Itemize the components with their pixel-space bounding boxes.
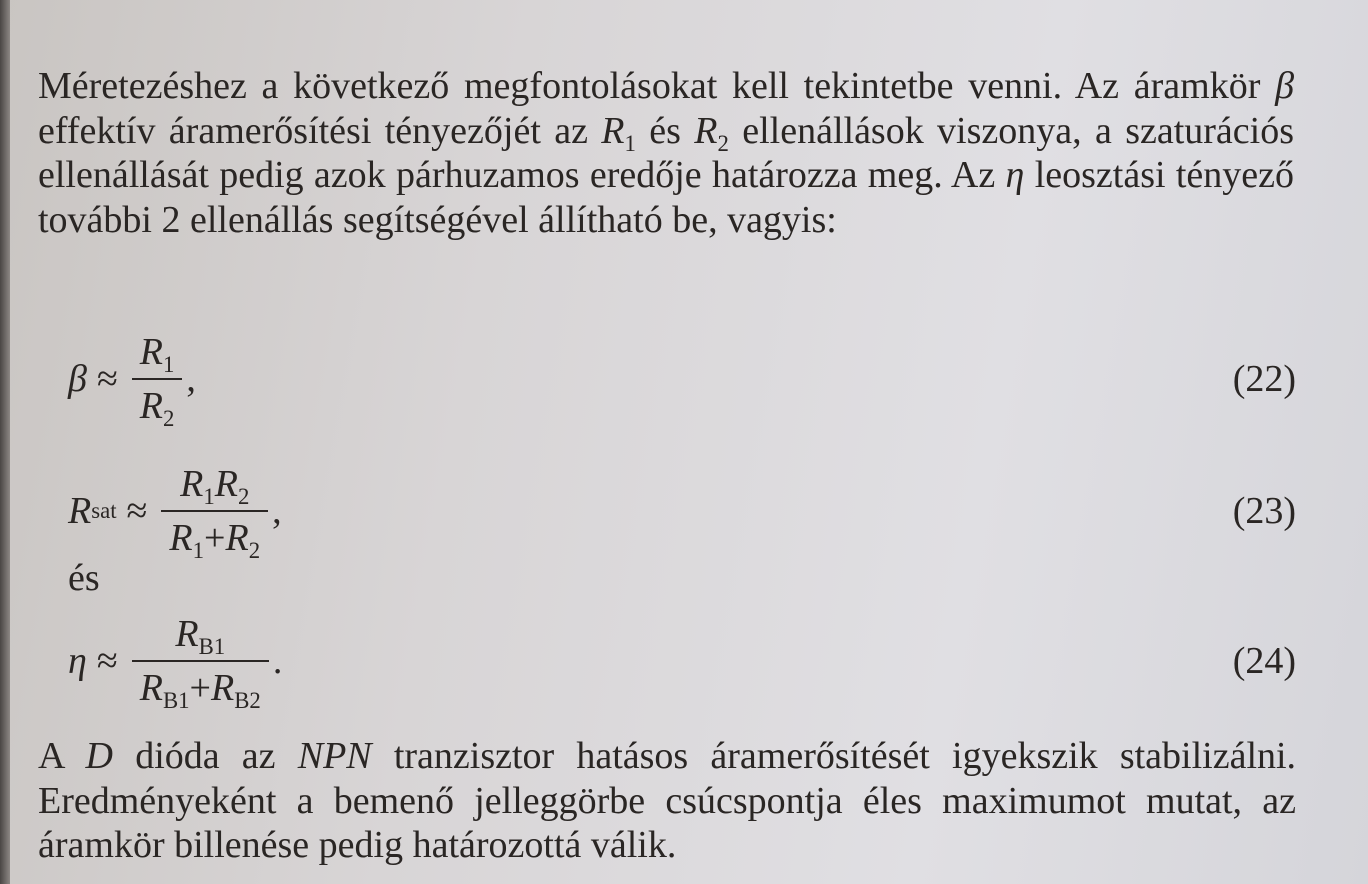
closing-text: A D dióda az NPN tranzisztor hatásos áramerősítését igyekszik stabilizálni. Eredményeként a bemenő jelleggörbe csúcspontja éles maximumot mutat, az áramkör billenése pedig határozottá válik. [38,735,1297,866]
page-edge-shadow [0,0,10,884]
beta-symbol: β [1275,65,1294,107]
closing-paragraph [38,734,1296,868]
fraction: $\frac{R_1R_2}{R_1+R_2}$ [161,462,268,560]
equation-23: R sat ≈ $\frac{R_1R_2}{R_1+R_2}$ , (23) [68,463,1296,563]
eta-symbol: η [1005,154,1025,196]
fraction: $\frac{R_{B1}}{R_{B1}+R_{B2}}$ [132,612,269,710]
equation-number: (23) [1232,490,1296,532]
equation-number: (24) [1232,640,1296,682]
conjunction: és [68,557,100,599]
equation-22: β ≈ $\frac{R_1}{R_2}$ , (22) [68,331,1296,431]
intro-paragraph [38,64,1294,242]
equation-number: (22) [1232,358,1296,400]
equation-24: η ≈ $\frac{R_{B1}}{R_{B1}+R_{B2}}$ . (24) [68,613,1296,713]
intro-text: Méretezéshez a következő megfontolásokat kell tekintetbe venni. Az áramkör β effektív áramerősítési tényezőjét az $R_1$ és $R_2$ ellenállások viszonya, a szaturációs ellenállását pedig azok párhuzamos eredője határozza meg. Az η leosztási tényező további 2 ellenállás segítségével állítható be, vagyis: [38,65,1294,241]
fraction: $\frac{R_1}{R_2}$ [132,330,183,428]
